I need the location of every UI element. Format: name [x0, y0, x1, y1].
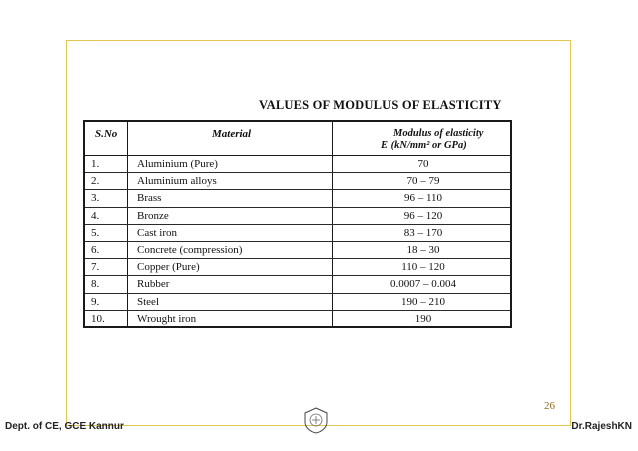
- college-emblem-icon: [301, 405, 331, 435]
- cell-material: Concrete (compression): [137, 244, 243, 256]
- table-row: [85, 294, 510, 311]
- cell-material: Cast iron: [137, 226, 178, 239]
- table-row: [85, 242, 510, 259]
- cell-modulus: 96 – 120: [403, 209, 443, 222]
- header-sno: S.No: [95, 128, 118, 140]
- footer-department: Dept. of CE, GCE Kannur: [5, 421, 124, 432]
- table-row: [85, 173, 510, 190]
- header-material: Material: [212, 128, 252, 140]
- header-modulus: Modulus of elasticity: [393, 128, 484, 139]
- table-body: [85, 156, 510, 326]
- cell-modulus: 190: [414, 312, 432, 325]
- cell-sno: 8.: [91, 278, 100, 291]
- cell-material: Copper (Pure): [137, 261, 200, 274]
- cell-modulus: 96 – 110: [403, 192, 443, 205]
- table-row: [85, 208, 510, 225]
- cell-material: Aluminium alloys: [137, 175, 217, 188]
- table-row: [85, 259, 510, 276]
- page-number: 26: [544, 400, 555, 412]
- cell-material: Bronze: [137, 209, 169, 222]
- cell-sno: 3.: [91, 192, 100, 205]
- cell-modulus: 110 – 120: [401, 261, 445, 274]
- table-row: [85, 190, 510, 207]
- footer-author: Dr.RajeshKN: [571, 421, 632, 432]
- table-row: [85, 311, 510, 328]
- modulus-table: [83, 120, 512, 328]
- cell-material: Aluminium (Pure): [137, 158, 218, 170]
- cell-sno: 2.: [91, 175, 100, 188]
- cell-sno: 6.: [91, 244, 100, 256]
- cell-material: Steel: [137, 295, 159, 308]
- table-row: [85, 156, 510, 173]
- cell-material: Rubber: [137, 278, 170, 291]
- cell-sno: 5.: [91, 226, 100, 239]
- cell-sno: 9.: [91, 295, 100, 308]
- cell-material: Wrought iron: [137, 312, 197, 325]
- cell-modulus: 190 – 210: [401, 295, 445, 308]
- table-row: [85, 225, 510, 242]
- cell-modulus: 18 – 30: [406, 244, 440, 256]
- cell-sno: 4.: [91, 209, 100, 222]
- cell-modulus: 0.0007 – 0.004: [390, 278, 456, 291]
- page-title: VALUES OF MODULUS OF ELASTICITY: [259, 98, 502, 112]
- header-modulus-unit: E (kN/mm² or GPa): [381, 140, 467, 151]
- cell-sno: 7.: [91, 261, 100, 274]
- table-row: [85, 276, 510, 293]
- table-header: [85, 122, 510, 156]
- cell-modulus: 83 – 170: [403, 226, 443, 239]
- cell-sno: 10.: [91, 312, 105, 325]
- cell-material: Brass: [137, 192, 162, 205]
- cell-sno: 1.: [91, 158, 100, 170]
- cell-modulus: 70: [417, 158, 429, 170]
- cell-modulus: 70 – 79: [406, 175, 440, 188]
